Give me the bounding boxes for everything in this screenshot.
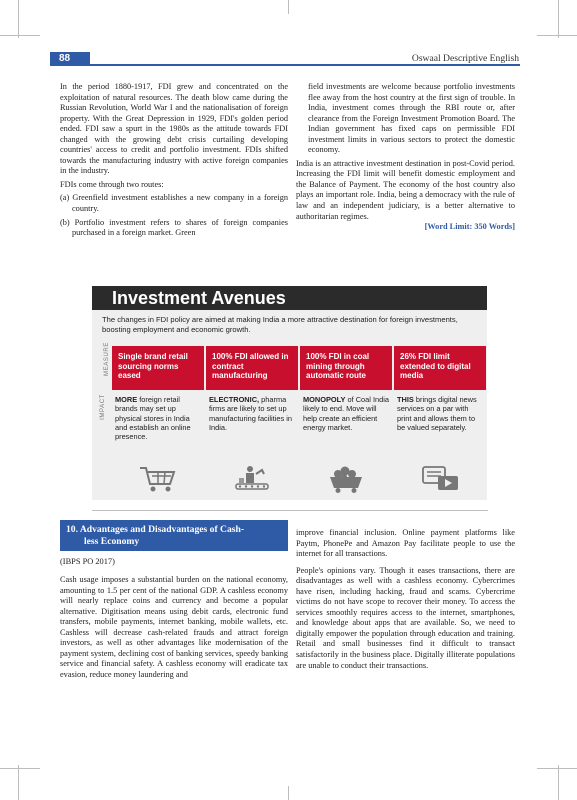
crop-mark xyxy=(18,0,19,38)
crop-mark xyxy=(288,0,289,14)
divider xyxy=(92,510,488,511)
impact-text: THIS brings digital news services on a par with print and allows them to be valued separately. xyxy=(397,395,477,432)
left-column-top xyxy=(60,82,288,239)
measure-label: MEASURE xyxy=(103,342,110,376)
exam-source: (IBPS PO 2017) xyxy=(60,557,115,566)
coal-cart-icon xyxy=(300,464,392,496)
book-title: Oswaal Descriptive English xyxy=(411,53,519,64)
crop-mark xyxy=(537,768,577,769)
section-heading: 10. Advantages and Disadvantages of Cash- less Economy xyxy=(60,520,288,551)
paragraph: improve financial inclusion. Online payment platforms like Paytm, PhonePe and Amazon Pay facilitate people to use the internet for all transactions. xyxy=(296,528,515,559)
right-column-top xyxy=(296,82,515,233)
paragraph: field investments are welcome because portfolio investments flee away from the host country at the first sign of trouble. In India, investment comes through the RBI route or, after clearance from the Foreign Investment Promotion Board. The Indian government has fixed caps on permissible FDI investment limits in various sectors to protect the domestic economy. xyxy=(308,82,515,155)
investment-avenues-infographic xyxy=(92,286,487,500)
impact-label: IMPACT xyxy=(99,394,106,420)
factory-worker-icon xyxy=(206,464,298,496)
impact-text: MORE foreign retail brands may set up physical stores in India and establish an online presence. xyxy=(115,395,191,442)
left-column-bottom xyxy=(60,575,288,680)
crop-mark xyxy=(558,765,559,800)
crop-mark xyxy=(288,786,289,800)
list-item: (b) Portfolio investment refers to shares of foreign companies purchased in a foreign market. Green xyxy=(60,217,288,238)
paragraph: People's opinions vary. Though it eases transactions, there are disadvantages as well with a cashless economy. Cybercrimes have risen, including hacking, fraud and scams. Cybercrime victims do not have scope to recover their money. To access the services smoothly requires access to the internet, smartphones, and knowledge about apps that are available. So, we need to digitally empower the population through education and training. Retail and small businesses find it difficult to transact satisfactorily in the business place. Digitally illiterate populations are unable to conduct their transactions. xyxy=(296,565,515,670)
infographic-column xyxy=(394,346,486,448)
right-column-bottom xyxy=(296,528,515,671)
infographic-subtitle: The changes in FDI policy are aimed at making India a more attractive destination for foreign investments, boosting employment and economic growth. xyxy=(102,315,458,334)
infographic-column xyxy=(300,346,392,448)
crop-mark xyxy=(18,765,19,800)
paragraph: Cash usage imposes a substantial burden on the national economy, amounting to 1.5 per cent of the national GDP. A cashless economy will nearly replace coins and currency and become a popular alternative. Digitisation means using debit cards, electronic fund transfers, mobile payments, internet banking, mobile wallets, etc. Cashless will decrease cash-related frauds and attract foreign investors, as well as other advantages like modernisation of the payment system, declining cost of banking services, speedy banking service and financial safety. A cashless economy will eradicate tax evasion, reduce money laundering and xyxy=(60,575,288,679)
digital-media-icon xyxy=(394,464,486,496)
page-number: 88 xyxy=(50,52,90,66)
shopping-cart-icon xyxy=(112,464,204,496)
measure-box: 100% FDI allowed in contract manufacturing xyxy=(206,346,298,390)
crop-mark xyxy=(537,35,577,36)
impact-text: MONOPOLY of Coal India likely to end. Move will help create an efficient energy market. xyxy=(303,395,389,432)
measure-box: 100% FDI in coal mining through automatic route xyxy=(300,346,392,390)
paragraph: FDIs come through two routes: xyxy=(60,179,164,189)
infographic-title: Investment Avenues xyxy=(92,286,487,310)
measure-box: Single brand retail sourcing norms eased xyxy=(112,346,204,390)
list-item: (a) Greenfield investment establishes a new company in a foreign country. xyxy=(60,193,288,214)
paragraph: India is an attractive investment destination in post-Covid period. Increasing the FDI limit will benefit domestic employment and the Balance of Payment. The economy of the host country also plays an important role. India, being a democracy with the rule of law and an independent judiciary, is a better alternative to authoritarian regimes. xyxy=(296,158,515,221)
crop-mark xyxy=(0,35,40,36)
impact-text: ELECTRONIC, pharma firms are likely to set up manufacturing facilities in India. xyxy=(209,395,292,432)
infographic-column xyxy=(206,346,298,448)
infographic-column xyxy=(112,346,204,448)
crop-mark xyxy=(558,0,559,38)
paragraph: In the period 1880-1917, FDI grew and concentrated on the exploitation of natural resources. The death blow came during the Russian Revolution, World War I and the nationalisation of foreign property. With the Great Depression in 1929, FDI's golden period ended. FDI saw a spurt in the 1980s as the attitude towards FDI changed with the growing debt crisis curtailing developing countries' access to credit and portfolio investment. FDIs shifted towards the manufacturing industry with active foreign companies in the industry. xyxy=(60,82,288,176)
crop-mark xyxy=(0,768,40,769)
measure-box: 26% FDI limit extended to digital media xyxy=(394,346,486,390)
word-limit: [Word Limit: 350 Words] xyxy=(424,222,515,232)
